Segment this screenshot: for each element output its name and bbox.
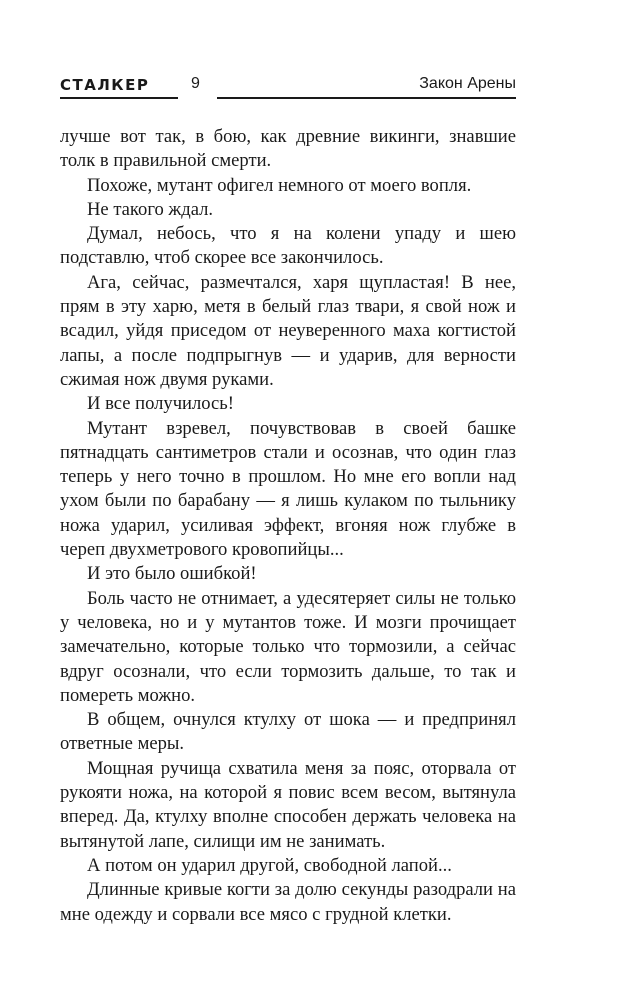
paragraph: лучше вот так, в бою, как древние викинги, знавшие толк в правильной смерти.	[60, 126, 516, 172]
paragraph: В общем, очнулся ктулху от шока — и предпринял ответные меры.	[60, 709, 516, 755]
paragraph: Мутант взревел, почувствовав в своей башке пятнадцать сантиметров стали и осознав, что один глаз теперь у него точно в прошлом. Но мне его вопли над ухом были по барабану — я лишь кулаком по тыльнику ножа ударил, усиливая эффект, вгоняя нож глубже в череп двухметрового кровопийцы...	[60, 417, 516, 561]
page-number: 9	[191, 75, 200, 92]
paragraph: А потом он ударил другой, свободной лапой...	[87, 854, 452, 876]
paragraph: Не такого ждал.	[87, 198, 214, 220]
paragraph: И все получилось!	[87, 393, 234, 415]
paragraph: Боль часто не отнимает, а удесятеряет силы не только у человека, но и у мутантов тоже. И мозги прочищает замечательно, которые только что тормозили, а сейчас вдруг осознали, что если тормозить дальше, то так и помереть можно.	[60, 587, 516, 706]
paragraph: Длинные кривые когти за долю секунды разодрали на мне одежду и сорвали все мясо с грудной клетки.	[60, 879, 516, 925]
header-rule-left	[60, 97, 178, 99]
paragraph: Ага, сейчас, размечтался, харя щупластая! В нее, прям в эту харю, метя в белый глаз твари, я свой нож и всадил, уйдя приседом от неуверенного маха когтистой лапы, а после подпрыгнув — и ударив, для верности сжимая нож двумя руками.	[60, 271, 516, 390]
body-text	[60, 125, 516, 927]
header-rule-right	[217, 97, 516, 99]
paragraph: Думал, небось, что я на колени упаду и шею подставлю, чтоб скорее все закончилось.	[60, 223, 516, 269]
series-title: СТАЛКЕР	[60, 76, 150, 94]
paragraph: Мощная ручища схватила меня за пояс, оторвала от рукояти ножа, на которой я повис всем весом, вытянула вперед. Да, ктулху вполне способен держать человека на вытянутой лапе, силищи им не занимать.	[60, 757, 516, 852]
book-title: Закон Арены	[419, 75, 516, 92]
paragraph: Похоже, мутант офигел немного от моего вопля.	[87, 174, 472, 196]
paragraph: И это было ошибкой!	[87, 563, 257, 585]
running-header	[60, 72, 516, 100]
